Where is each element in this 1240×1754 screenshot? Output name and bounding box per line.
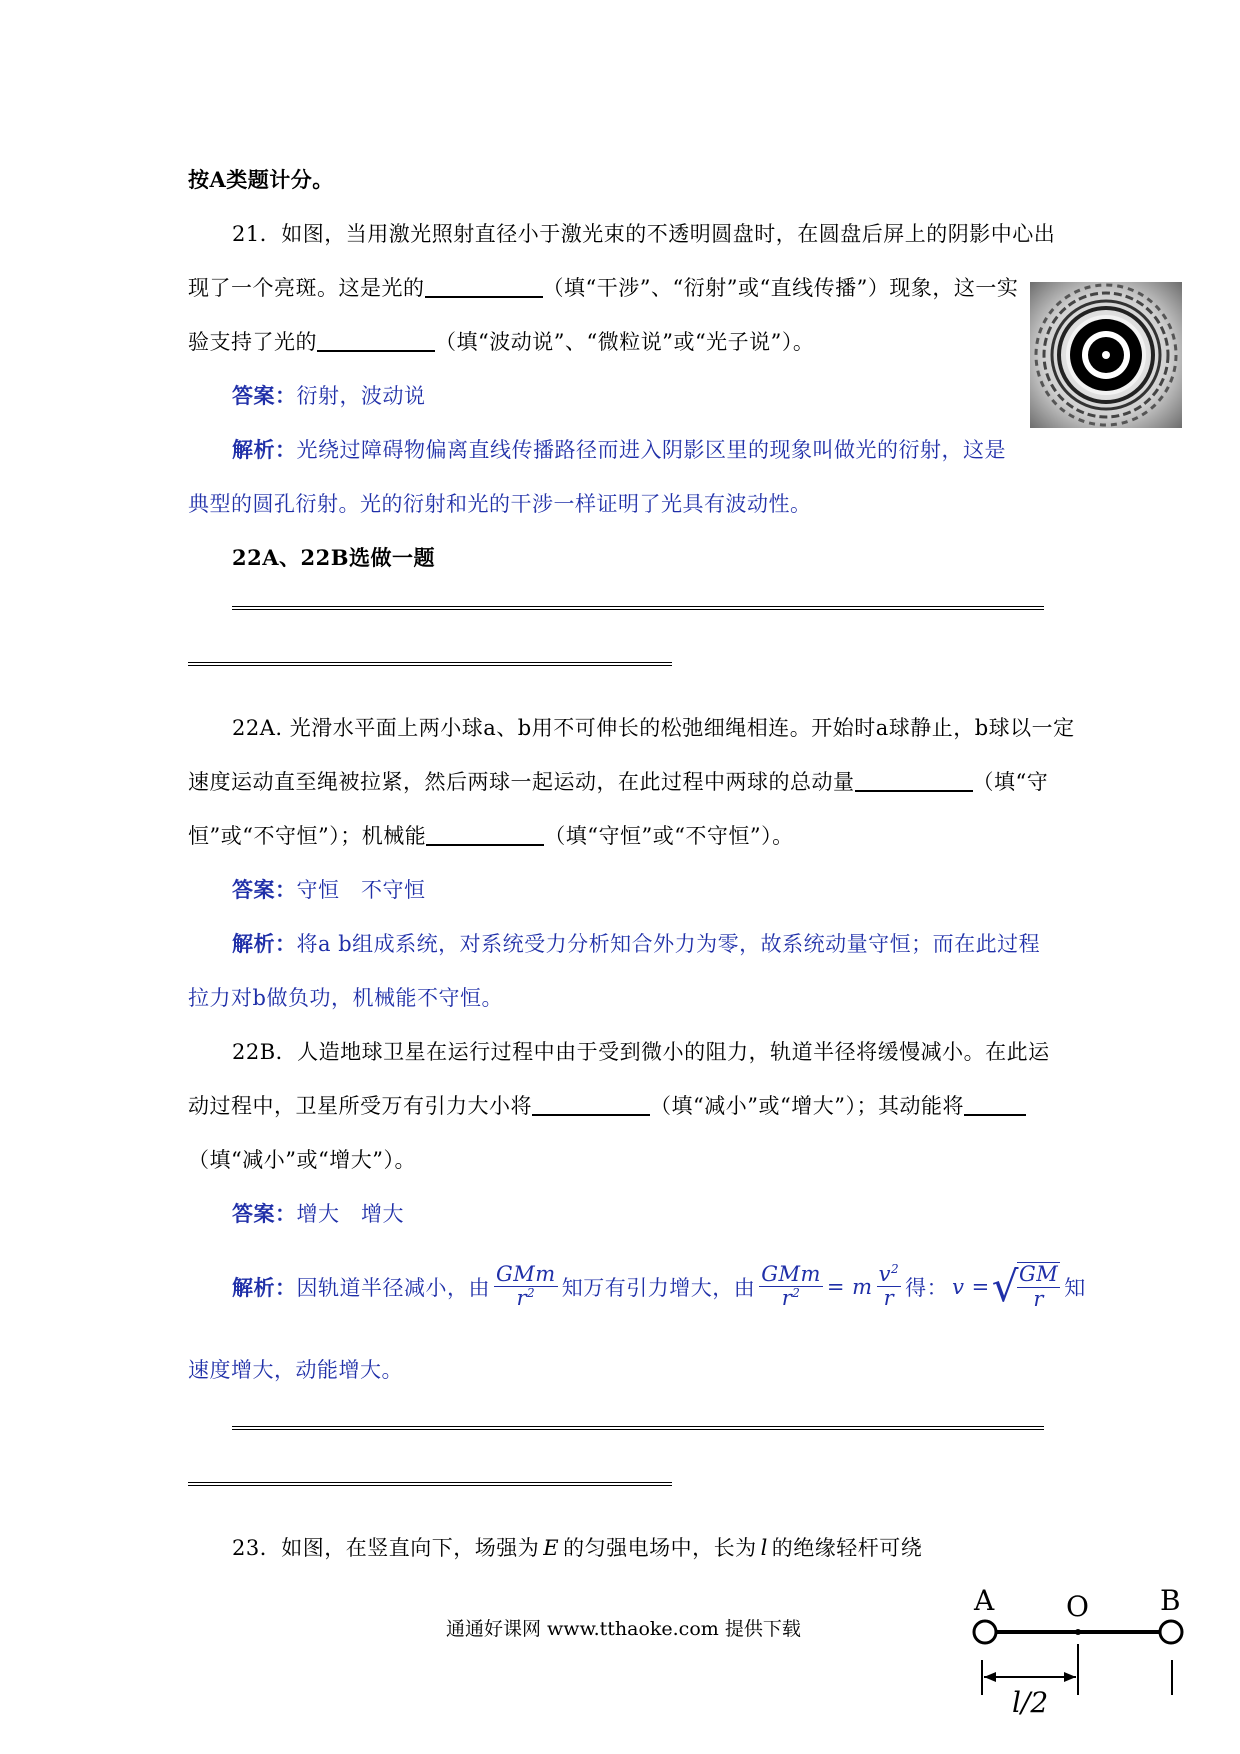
- footer-text: 通通好课网 www.tthaoke.com 提供下载: [446, 1618, 801, 1640]
- label-a: A: [974, 1584, 995, 1617]
- answer-22b: 答案：增大 增大: [232, 1201, 404, 1226]
- formula-fraction: $\frac{\text{GMm}}{r^2}$: [761, 1261, 821, 1310]
- question-22b-text: 22B．人造地球卫星在运行过程中由于受到微小的阻力，轨道半径将缓慢减小。在此运: [232, 1040, 1050, 1064]
- answer-22a: 答案：守恒 不守恒: [232, 877, 426, 902]
- divider-rule: [188, 1482, 672, 1486]
- question-22a-text: 速度运动直至绳被拉紧，然后两球一起运动，在此过程中两球的总动量 （填“守: [188, 770, 1049, 794]
- section-heading: 22A、22B选做一题: [232, 545, 435, 570]
- label-b: B: [1160, 1584, 1181, 1617]
- question-22a-text: 22A. 光滑水平面上两小球a、b用不可伸长的松弛细绳相连。开始时a球静止，b球以一定: [232, 716, 1075, 740]
- divider-rule: [188, 662, 672, 666]
- text-line: 按A类题计分。: [188, 167, 334, 192]
- explanation-22b: 解析： 因轨道半径减小，由 $\frac{\text{GMm}}{r^2}$ 知万有引力增大，由 $\frac{\text{GMm}}{r^2}$ = m $\frac{v^2}{r}$ 得： v = √ $\frac{GM}{r}$ 知: [232, 1261, 1086, 1311]
- sqrt-symbol: √: [991, 1262, 1020, 1311]
- label-half-length: l/2: [1012, 1686, 1049, 1719]
- question-23-text: 23．如图，在竖直向下，场强为 E 的匀强电场中，长为 l 的绝缘轻杆可绕: [232, 1536, 923, 1560]
- question-21-text: 现了一个亮斑。这是光的 （填“干涉”、“衍射”或“直线传播”）现象，这一实: [188, 276, 1019, 300]
- answer-blank: [855, 770, 973, 792]
- formula-fraction: $\frac{GM}{r}$: [1019, 1262, 1059, 1311]
- label-o: O: [1066, 1590, 1089, 1623]
- divider-rule: [232, 1426, 1044, 1430]
- answer-blank: [317, 330, 435, 352]
- divider-rule: [232, 606, 1044, 610]
- diffraction-pattern-image: [1030, 282, 1182, 428]
- answer-21: 答案：衍射，波动说: [232, 383, 426, 408]
- answer-blank: [964, 1094, 1026, 1116]
- explanation-22b: 速度增大，动能增大。: [188, 1358, 403, 1382]
- explanation-22a: 解析：将a b组成系统，对系统受力分析知合外力为零，故系统动量守恒；而在此过程: [232, 931, 1041, 956]
- answer-blank: [426, 824, 544, 846]
- formula-fraction: $\frac{\text{GMm}}{r^2}$: [496, 1261, 556, 1310]
- answer-blank: [425, 276, 543, 298]
- explanation-21: 解析：光绕过障碍物偏离直线传播路径而进入阴影区里的现象叫做光的衍射，这是: [232, 437, 1006, 462]
- ball-a: [974, 1621, 996, 1643]
- question-22b-text: 动过程中，卫星所受万有引力大小将 （填“减小”或“增大”）；其动能将: [188, 1090, 1026, 1120]
- rod-diagram: [960, 1580, 1190, 1750]
- ball-b: [1160, 1621, 1182, 1643]
- question-22a-text: 恒”或“不守恒”）；机械能 （填“守恒”或“不守恒”）。: [188, 824, 794, 848]
- question-21-text: 21．如图，当用激光照射直径小于激光束的不透明圆盘时，在圆盘后屏上的阴影中心出: [232, 222, 1056, 246]
- explanation-22a: 拉力对b做负功，机械能不守恒。: [188, 986, 503, 1010]
- answer-blank: [532, 1094, 650, 1116]
- question-21-text: 验支持了光的 （填“波动说”、“微粒说”或“光子说”）。: [188, 330, 815, 354]
- explanation-21: 典型的圆孔衍射。光的衍射和光的干涉一样证明了光具有波动性。: [188, 492, 812, 516]
- pivot-o: [1075, 1629, 1081, 1635]
- formula-fraction: $\frac{v^2}{r}$: [878, 1261, 900, 1310]
- question-22b-text: （填“减小”或“增大”）。: [188, 1148, 416, 1172]
